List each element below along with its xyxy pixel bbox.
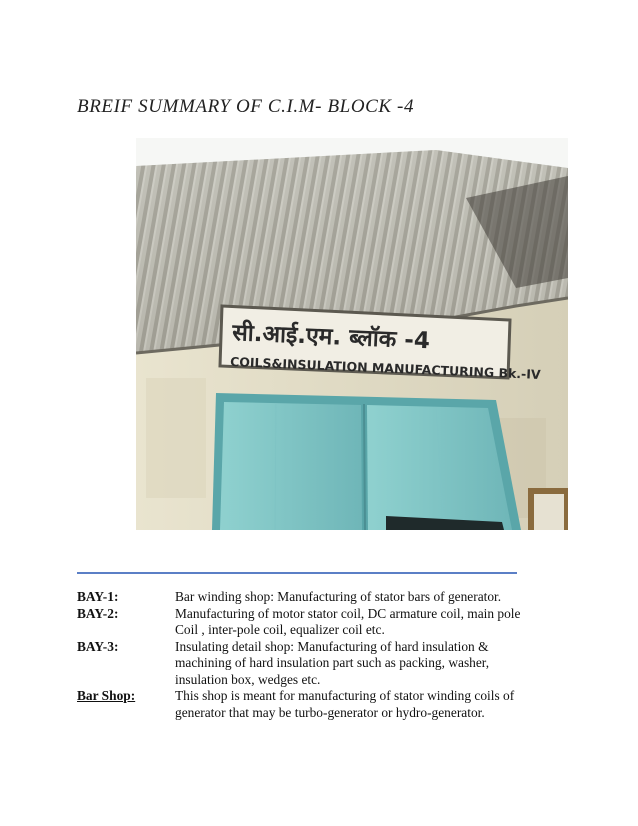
bar-shop-row bbox=[77, 688, 557, 721]
bay-description bbox=[175, 589, 557, 606]
bay-description-line: This shop is meant for manufacturing of stator winding coils of bbox=[175, 688, 515, 703]
bay-summary-list bbox=[77, 589, 557, 721]
bay-label: Bar Shop: bbox=[77, 688, 136, 703]
section-divider bbox=[77, 572, 517, 574]
bay-description-line: insulation box, wedges etc. bbox=[175, 671, 321, 687]
bay-row-2 bbox=[77, 606, 557, 639]
bay-label: BAY-3: bbox=[77, 638, 119, 654]
document-title: BREIF SUMMARY OF C.I.M- BLOCK -4 bbox=[77, 96, 415, 117]
sign-hindi-text: सी.आई.एम. ब्लॉक -4 bbox=[231, 320, 431, 355]
bay-description-line: Coil , inter-pole coil, equalizer coil etc. bbox=[175, 622, 385, 637]
bay-description-line: Bar winding shop: Manufacturing of stator bars of generator. bbox=[175, 589, 502, 604]
building-photo-image bbox=[136, 138, 568, 530]
building-photo bbox=[136, 138, 568, 530]
bay-description-line: Insulating detail shop: Manufacturing of hard insulation & bbox=[175, 638, 489, 654]
bay-description bbox=[175, 688, 557, 721]
bay-description-line: generator that may be turbo-generator or hydro-generator. bbox=[175, 704, 485, 720]
bay-description bbox=[175, 639, 557, 689]
bay-description-line: Manufacturing of motor stator coil, DC armature coil, main pole bbox=[175, 605, 521, 621]
sign-english-text: COILS&INSULATION MANUFACTURING Bk.-IV bbox=[229, 354, 541, 383]
bay-row-3 bbox=[77, 639, 557, 689]
bay-description-line: machining of hard insulation part such as packing, washer, bbox=[175, 655, 490, 670]
bay-label: BAY-2: bbox=[77, 605, 119, 621]
bay-row-1 bbox=[77, 589, 557, 606]
bay-label: BAY-1: bbox=[77, 589, 119, 604]
bay-description bbox=[175, 606, 557, 639]
